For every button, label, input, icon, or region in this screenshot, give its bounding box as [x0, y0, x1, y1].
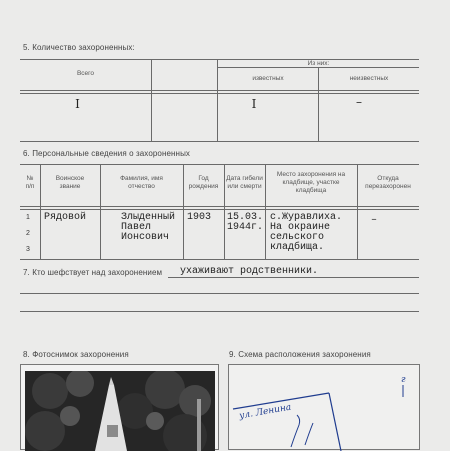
section6-title: 6. Персональные сведения о захороненных [23, 149, 191, 158]
record-birth: 1903 [187, 212, 212, 223]
scheme-note: г [401, 375, 406, 385]
total-value: I [75, 97, 80, 111]
record-from: – [371, 215, 378, 226]
header-death: Дата гибели или смерти [226, 175, 263, 190]
obelisk-photo-image [25, 371, 215, 451]
section7-value: ухаживают родственники. [180, 266, 319, 277]
section8-title: 8. Фотоснимок захоронения [23, 350, 129, 359]
header-num: № п/п [25, 175, 35, 190]
row-number-1: 1 [26, 214, 30, 221]
col-unknown-header: неизвестных [349, 75, 389, 82]
header-birth: Год рождения [188, 175, 219, 190]
row-number-2: 2 [26, 230, 30, 237]
section9-title: 9. Схема расположения захоронения [229, 350, 371, 359]
street-label: ул. Ленина [238, 402, 293, 422]
header-rank: Воинское звание [55, 175, 85, 190]
burial-photo [25, 371, 215, 451]
header-from: Откуда перезахоронен [365, 175, 411, 190]
header-name: Фамилия, имя отчество [120, 175, 163, 190]
section7-label: 7. Кто шефствует над захоронением [23, 268, 163, 277]
col-of-them-header: Из них: [307, 60, 330, 67]
location-scheme [228, 364, 420, 450]
photo-frame [20, 364, 219, 450]
record-death: 15.03. 1944г. [227, 212, 264, 233]
record-rank: Рядовой [44, 212, 87, 223]
record-name: Злыденный Павел Ионсович [121, 212, 176, 243]
section5-title: 5. Количество захороненных: [23, 43, 135, 52]
known-value: I [251, 97, 257, 111]
row-number-3: 3 [26, 246, 30, 253]
col-total-header: Всего [76, 70, 95, 77]
header-place: Место захоронения на кладбище, участке кладбища [276, 171, 346, 194]
record-place: с.Журавлиха. На окраине сельского кладбища. [270, 212, 343, 253]
col-known-header: известных [252, 75, 284, 82]
unknown-value: – [356, 95, 362, 109]
